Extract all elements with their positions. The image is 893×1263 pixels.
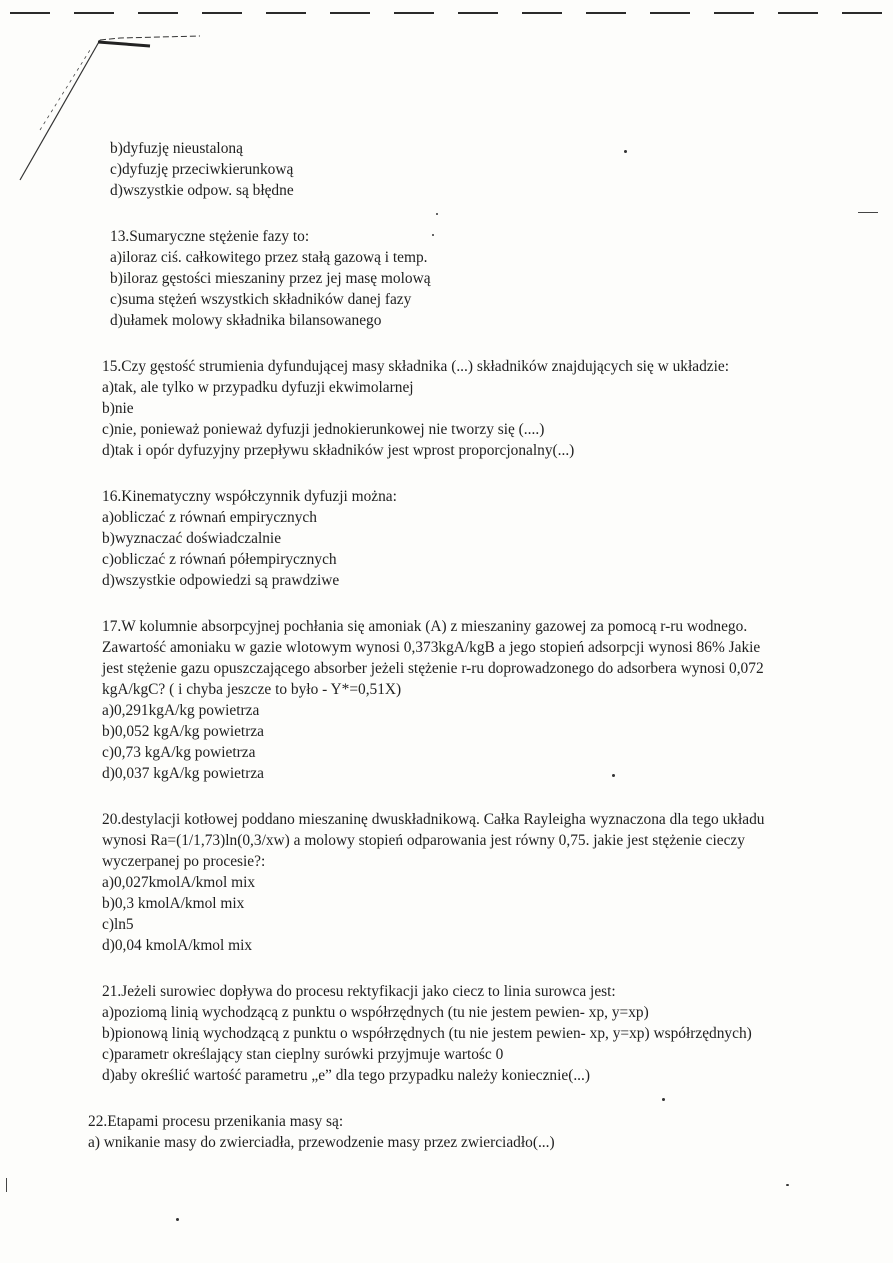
option-b: b)wyznaczać doświadczalnie	[102, 530, 282, 547]
question-15	[102, 356, 778, 461]
option-a: a)iloraz ciś. całkowitego przez stałą gazową i temp.	[110, 249, 428, 266]
option-b: b)0,3 kmolA/kmol mix	[102, 895, 245, 912]
option-b: b)0,052 kgA/kg powietrza	[102, 723, 264, 740]
option-c: c)suma stężeń wszystkich składników danej fazy	[110, 291, 412, 308]
option-c: c)nie, ponieważ ponieważ dyfuzji jednokierunkowej nie tworzy się (....)	[102, 421, 545, 438]
option-d: d)wszystkie odpowiedzi są prawdziwe	[102, 572, 340, 589]
option-b: b)pionową linią wychodzącą z punktu o współrzędnych (tu nie jestem pewien- xp, y=xp) współrzędnych)	[102, 1025, 752, 1042]
option-d: d)aby określić wartość parametru „e” dla tego przypadku należy koniecznie(...)	[102, 1067, 590, 1084]
question-title: 13.Sumaryczne stężenie fazy to:	[110, 228, 310, 245]
scan-edge-mark-right	[858, 212, 878, 213]
scan-top-dashes	[0, 8, 893, 18]
option-a: a) wnikanie masy do zwierciadła, przewodzenie masy przez zwierciadło(...)	[88, 1134, 555, 1151]
scan-edge-mark-left	[6, 1178, 7, 1192]
option-b: b)iloraz gęstości mieszaniny przez jej masę molową	[110, 270, 431, 287]
question-20	[102, 809, 778, 956]
question-title: 15.Czy gęstość strumienia dyfundującej masy składnika (...) składników znajdujących się w układzie:	[102, 358, 730, 375]
question-title: 20.destylacji kotłowej poddano mieszaninę dwuskładnikową. Całka Rayleigha wyznaczona dla tego układu wynosi Ra=(1/1,73)ln(0,3/xw) a molowy stopień odparowania jest równy 0,75. jakie jest stężenie cieczy wyczerpanej po procesie?:	[102, 811, 765, 870]
question-16	[102, 486, 778, 591]
option-c: c)ln5	[102, 916, 134, 933]
question-title: 22.Etapami procesu przenikania masy są:	[88, 1113, 344, 1130]
option-c: c)obliczać z równań półempirycznych	[102, 551, 337, 568]
option-d: d)0,037 kgA/kg powietrza	[102, 765, 264, 782]
option-b: b)dyfuzję nieustaloną	[110, 140, 243, 157]
question-title: 21.Jeżeli surowiec dopływa do procesu rektyfikacji jako ciecz to linia surowca jest:	[102, 983, 616, 1000]
option-a: a)0,291kgA/kg powietrza	[102, 702, 260, 719]
question-continuation	[88, 138, 778, 201]
option-a: a)0,027kmolA/kmol mix	[102, 874, 256, 891]
option-d: d)tak i opór dyfuzyjny przepływu składników jest wprost proporcjonalny(...)	[102, 442, 575, 459]
question-title: 17.W kolumnie absorpcyjnej pochłania się amoniak (A) z mieszaniny gazowej za pomocą r-ru wodnego. Zawartość amoniaku w gazie wlotowym wynosi 0,373kgA/kgB a jego stopień adsorpcji wynosi 86% Jakie jest stężenie gazu opuszczającego absorber jeżeli stężenie r-ru doprowadzonego do adsorbera wynosi 0,072 kgA/kgC? ( i chyba jeszcze to było - Y*=0,51X)	[102, 618, 764, 698]
option-a: a)obliczać z równań empirycznych	[102, 509, 317, 526]
question-21	[102, 981, 778, 1086]
question-title: 16.Kinematyczny współczynnik dyfuzji można:	[102, 488, 397, 505]
option-d: d)0,04 kmolA/kmol mix	[102, 937, 253, 954]
option-c: c)0,73 kgA/kg powietrza	[102, 744, 256, 761]
question-17	[102, 616, 778, 784]
option-a: a)tak, ale tylko w przypadku dyfuzji ekwimolarnej	[102, 379, 414, 396]
option-d: d)ułamek molowy składnika bilansowanego	[110, 312, 382, 329]
option-c: c)dyfuzję przeciwkierunkową	[110, 161, 294, 178]
question-13	[110, 226, 778, 331]
option-b: b)nie	[102, 400, 134, 417]
option-c: c)parametr określający stan cieplny surówki przyjmuje wartośc 0	[102, 1046, 504, 1063]
option-a: a)poziomą linią wychodzącą z punktu o współrzędnych (tu nie jestem pewien- xp, y=xp)	[102, 1004, 649, 1021]
exam-page	[88, 138, 778, 1178]
question-22	[88, 1111, 778, 1153]
option-d: d)wszystkie odpow. są błędne	[110, 182, 294, 199]
